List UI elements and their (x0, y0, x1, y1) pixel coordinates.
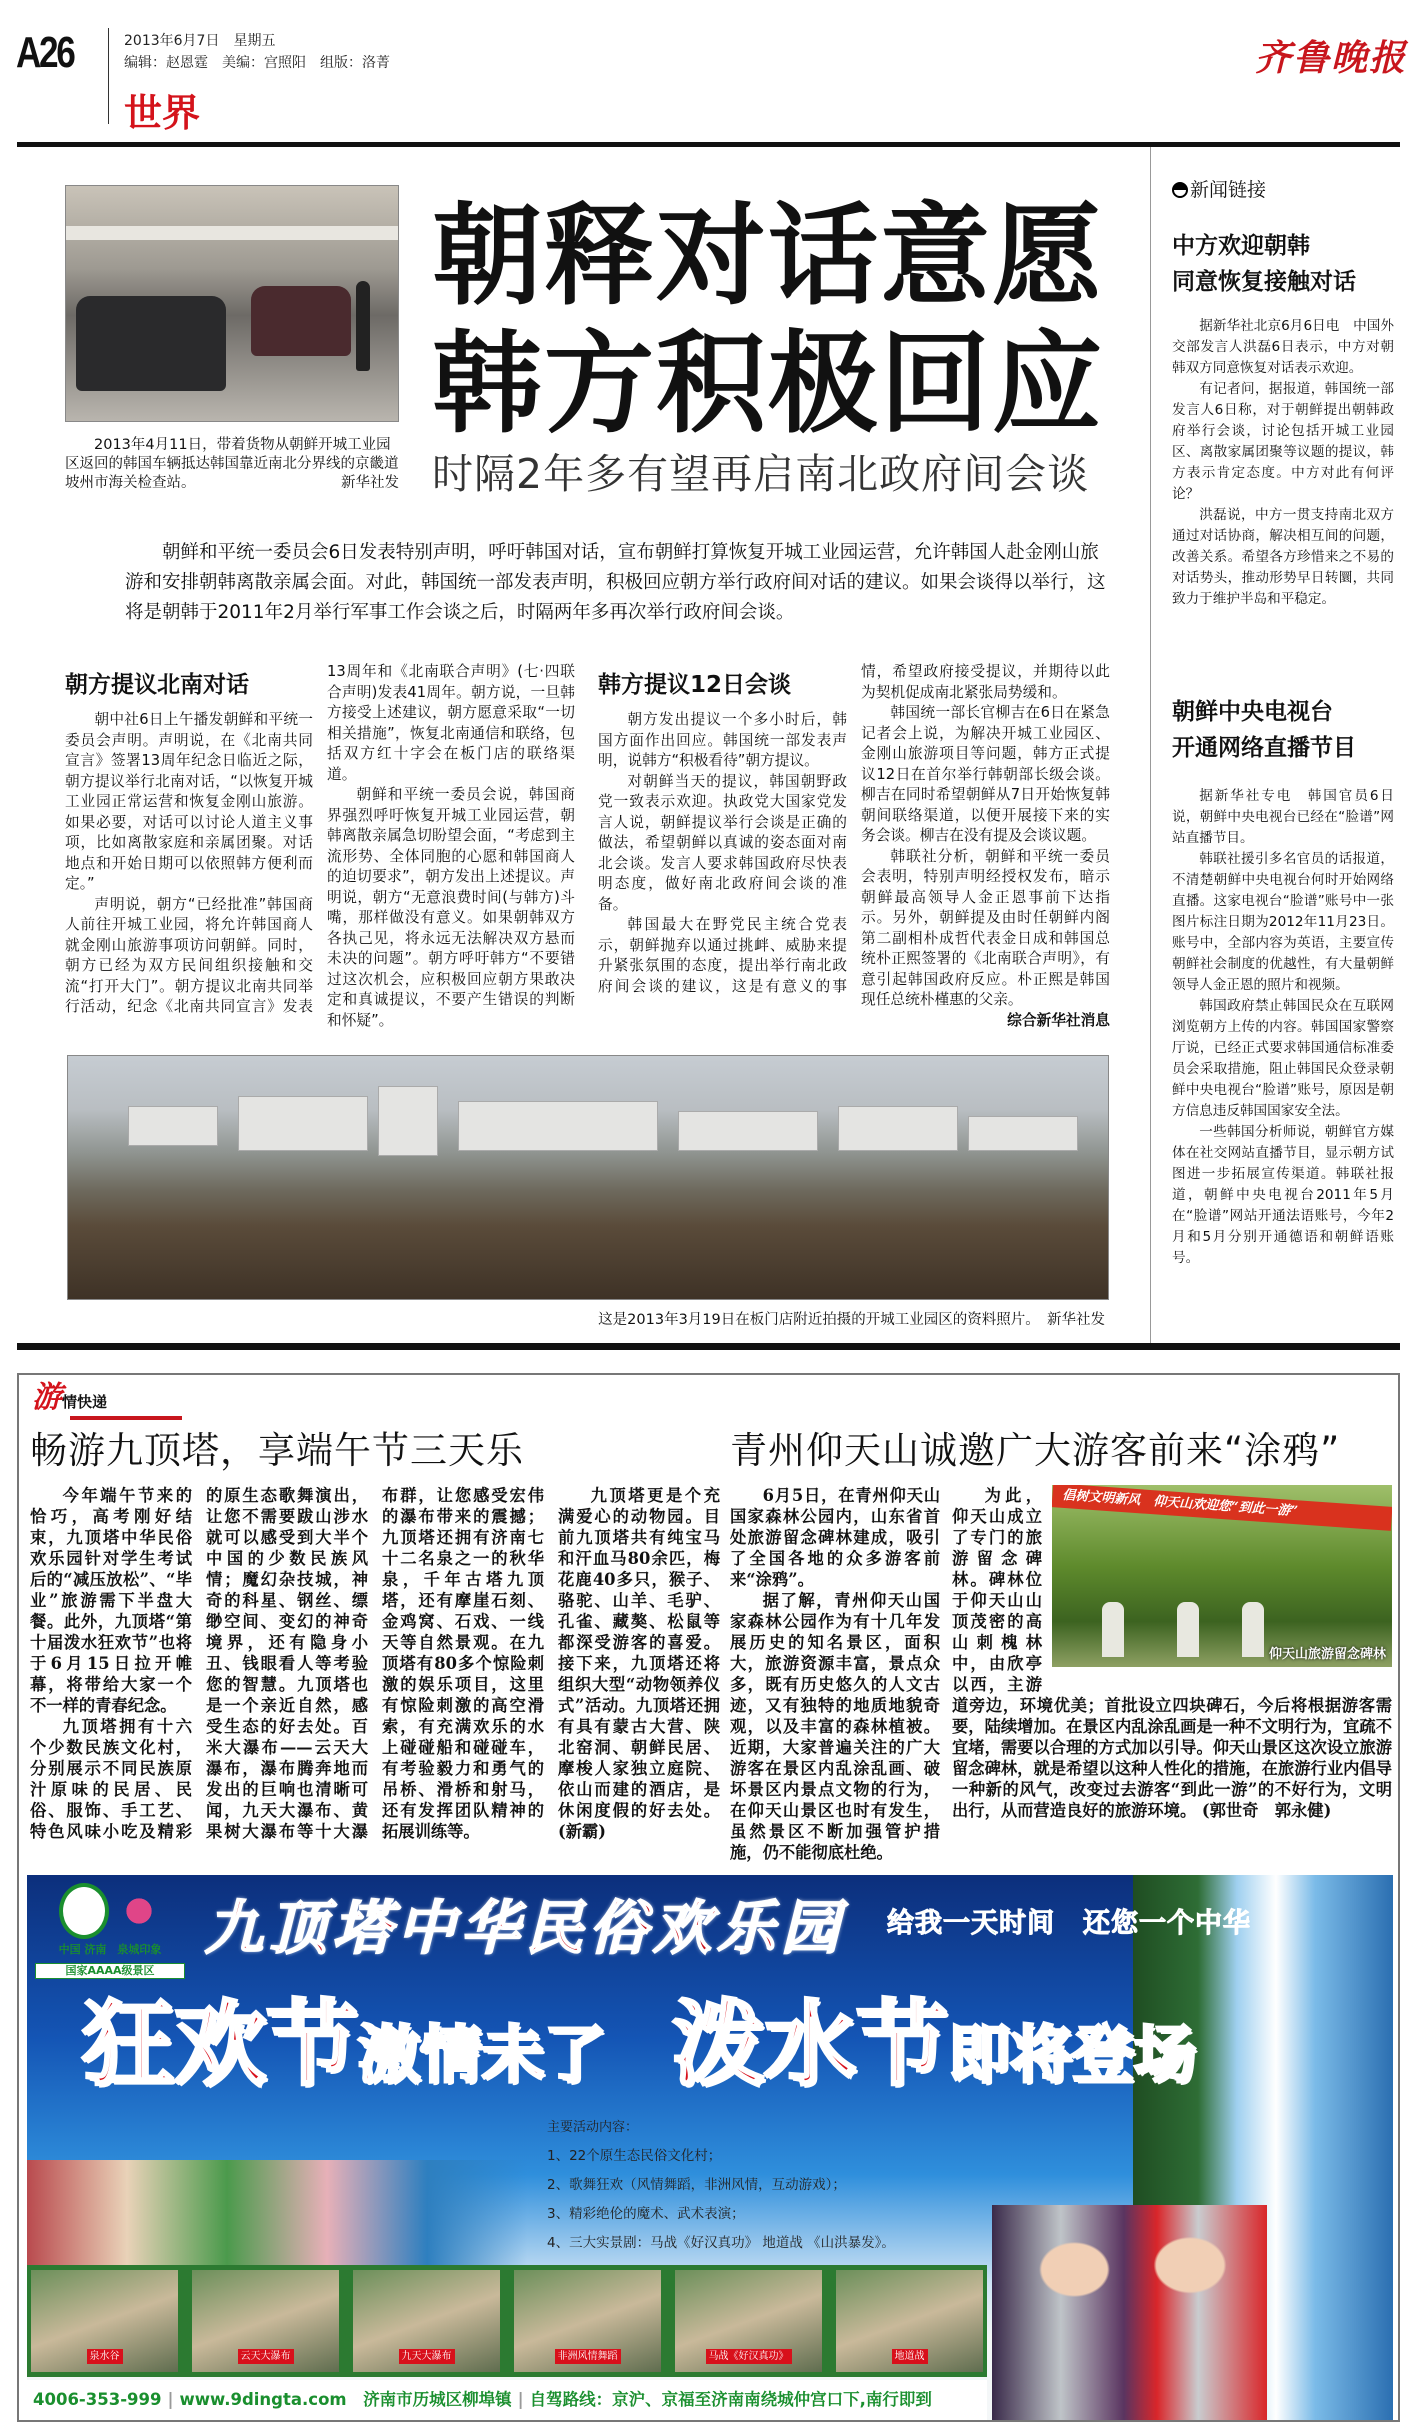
gallery-photo: 泉水谷 (31, 2270, 178, 2372)
website: www.9dingta.com (179, 2390, 347, 2409)
article-section-south-response (598, 662, 1110, 1031)
paragraph: 韩国统一部长官柳吉在6日在紧急记者会上说，为解决开城工业园区、金刚山旅游项目等问题，韩方正式提议12日在首尔举行韩朝部长级会谈。柳吉在同时希望朝鲜从7日开始恢复韩朝间联络渠道，以便开展接下来的实务会谈。柳吉在没有提及会谈议题。 (861, 704, 1110, 844)
photo-sign-text: 仰天山旅游留念碑林 (1268, 1647, 1386, 1662)
flower-logo-icon (117, 1883, 161, 1939)
travel-article-title: 畅游九顶塔，享端午节三天乐 (30, 1429, 524, 1472)
top-rule (17, 142, 1400, 147)
section-heading: 韩方提议12日会谈 (598, 672, 792, 698)
section-heading: 朝方提议北南对话 (65, 672, 249, 698)
ad-contact-bar: 4006-353-999 | www.9dingta.com 济南市历城区柳埠镇 | 自驾路线：京沪、京福至济南南绕城仲宫口下,南行即到 (27, 2380, 987, 2420)
ad-title: 九顶塔中华民俗欢乐园 (205, 1894, 846, 1962)
half-circle-icon (1172, 182, 1188, 198)
byline: (新霸) (558, 1822, 606, 1841)
minority-girls-photo (992, 2205, 1267, 2420)
photo-caption: 这是2013年3月19日在板门店附近拍摄的开城工业园区的资料照片。 新华社发 (598, 1312, 1105, 1328)
paragraph: 朝鲜和平统一委员会说，韩国商界强烈呼吁恢复开城工业园运营，朝韩离散亲属急切盼望会面，“考虑到主流形势、全体同胞的心愿和韩国商人的迫切要求”，朝方发出上述提议。声明说，朝方“无意浪费时间(与韩方)斗嘴，那样做没有意义。如果朝韩双方各执己见，将永远无法解决双方悬而未决的问题”。朝方呼吁韩方“不要错过这次机会，应积极回应朝方果敢决定和真诚提议，不要产生错误的判断和怀疑”。 (327, 786, 575, 1029)
travel-article-body: 6月5日，在青州仰天山国家森林公园内，山东省首处旅游留念碑林建成，吸引了全国各地的众多游客前来“涂鸦”。 据了解，青州仰天山国家森林公园作为有十几年发展历史的知名景区，面积大，旅游资源丰富，景点众多，既有历史悠久的人文古迹，又有独特的地质地貌奇观，以及丰富的森林植被。近期，大家普遍关注的广大游客在景区内乱涂乱画、破坏景区内景点文物的行为，在仰天山景区也时有发生，虽然景区不断加强管护措施，仍不能彻底杜绝。 (730, 1486, 940, 1862)
gallery-photo: 九天大瀑布 (353, 2270, 500, 2372)
sidebar-story-body: 据新华社专电 韩国官员6日说，朝鲜中央电视台已经在“脸谱”网站直播节目。 韩联社援引多名官员的话报道，不清楚朝鲜中央电视台何时开始网络直播。这家电视台“脸谱”账号中一张图片标注日期为2012年11月23日。账号中，全部内容为英语，主要宣传朝鲜社会制度的优越性，有大量朝鲜领导人金正恩的照片和视频。 韩国政府禁止韩国民众在互联网浏览朝方上传的内容。韩国国家警察厅说，已经正式要求韩国通信标准委员会采取措施，阻止韩国民众登录朝鲜中央电视台“脸谱”账号，原因是朝方信息违反韩国国家安全法。 一些韩国分析师说，朝鲜官方媒体在社交网站直播节目，显示朝方试图进一步拓展宣传渠道。韩联社报道，朝鲜中央电视台2011年5月在“脸谱”网站开通法语账号，今年2月和5月分别开通德语和朝鲜语账号。 (1172, 788, 1394, 1266)
address: 济南市历城区柳埠镇 (363, 2390, 512, 2409)
sidebar-story-body: 据新华社北京6月6日电 中国外交部发言人洪磊6日表示，中方对朝韩双方同意恢复对话表示欢迎。 有记者问，据报道，韩国统一部发言人6日称，对于朝鲜提出朝韩政府举行会谈，讨论包括开城工业园区、离散家属团聚等议题的提议，韩方表示肯定态度。中方对此有何评论？ 洪磊说，中方一贯支持南北双方通过对话协商，解决相互间的问题，改善关系。希望各方珍惜来之不易的对话势头，推动形势早日转圜，共同致力于维护半岛和平稳定。 (1172, 318, 1394, 607)
editors-credit: 编辑：赵恩霆 美编：宫照阳 组版：洛菁 (124, 55, 390, 71)
kaesong-industrial-park-photo (67, 1055, 1109, 1300)
issue-date: 2013年6月7日 星期五 (124, 33, 276, 49)
performers-photo (27, 2160, 527, 2270)
filmstrip-gallery (27, 2265, 987, 2377)
lead-paragraph: 朝鲜和平统一委员会6日发表特别声明，呼吁韩国对话，宣布朝鲜打算恢复开城工业园运营，允许韩国人赴金刚山旅游和安排朝韩离散亲属会面。对此，韩国统一部发表声明，积极回应朝方举行政府间对话的建议。如果会谈得以举行，这将是朝韩于2011年2月举行军事工作会谈之后，时隔两年多再次举行政府间会谈。 (125, 542, 1106, 623)
water-festival-headline: 泼水节即将登场 (672, 1991, 1197, 2098)
main-headline: 朝释对话意愿 韩方积极回应 (432, 191, 1104, 448)
stele-forest-photo (1052, 1485, 1392, 1667)
gallery-photo: 云天大瀑布 (192, 2270, 339, 2372)
paragraph: 韩国最大在野党民主统合党表示，朝鲜抛弃以通过挑衅、威胁来提升紧张氛围的态度，提出举行南北政府间会谈的建议，这是有意义的事情，希望政府接受提议，并期待以此为契机促成南北紧张局势缓和。 (598, 663, 1110, 995)
paragraph: 声明说，朝方“已经批准”韩国商人前往开城工业园，将允许韩国商人就金刚山旅游事项访问朝鲜。同时，朝方已经为双方民间组织接触和交流“打开大门”。朝方提议北南共同举行活动，纪念《北南共同宣言》发表13周年和《北南联合声明》(七·四联合声明)发表41周年。朝方说，一旦韩方接受上述建议，朝方愿意采取“一切相关措施”，恢复北南通信和联络，包括双方红十字会在板门店的联络渠道。 (65, 663, 575, 1015)
sidebar-heading: 中方欢迎朝韩 同意恢复接触对话 (1172, 233, 1356, 295)
tree-logo-icon (59, 1883, 109, 1939)
border-checkpoint-photo (65, 185, 399, 422)
section-title: 世界 (124, 91, 201, 135)
travel-article-body: 倡树文明新风 仰天山欢迎您“到此一游” 仰天山旅游留念碑林 为此，仰天山成立了专门的旅游留念碑林。碑林位于仰天山山顶茂密的高山刺槐林中，由欣亭以西，主游道旁边，环境优美；首批设立四块碑石，今后将根据游客需要，陆续增加。在景区内乱涂乱画是一种不文明行为，宜疏不宜堵，需要以合理的方式加以引导。仰天山景区这次设立旅游留念碑林，就是希望以这种人性化的措施，在旅游行业内倡导一种新的风气，改变过去游客“到此一游”的不好行为，文明出行，从而营造良好的旅游环境。 (郭世奇 郭永健) (952, 1485, 1392, 1821)
gallery-photo: 非洲风情舞蹈 (514, 2270, 661, 2372)
travel-article-title: 青州仰天山诚邀广大游客前来“涂鸦” (730, 1429, 1341, 1472)
driving-route: 自驾路线：京沪、京福至济南南绕城仲宫口下,南行即到 (529, 2390, 932, 2409)
paragraph: 朝中社6日上午播发朝鲜和平统一委员会声明。声明说，在《北南共同宣言》签署13周年纪念日临近之际，朝方提议举行北南对话，“以恢复开城工业园正常运营和恢复金刚山旅游。如果必要，对话可以讨论人道主义事项，比如离散家庭和亲属团聚。对话地点和开始日期可以依照韩方便利而定。” (65, 711, 313, 892)
gallery-photo: 地道战 (836, 2270, 983, 2372)
news-link-label: 新闻链接 (1172, 175, 1266, 202)
gallery-photo: 马战《好汉真功》 (675, 2270, 822, 2372)
paragraph: 韩联社分析，朝鲜和平统一委员会表明，特别声明经授权发布，暗示朝鲜最高领导人金正恩事前下达指示。另外，朝鲜提及由时任朝鲜内阁第二副相朴成哲代表金日成和韩国总统朴正熙签署的《北南联合声明》，有意引起韩国政府反应。朴正熙是韩国现任总统朴槿惠的父亲。 综合新华社消息 (861, 847, 1110, 1011)
photo-credit: 新华社发 (341, 475, 399, 491)
activities-list: 主要活动内容： 1、22个原生态民俗文化村； 2、歌舞狂欢（风情舞蹈，非洲风情，互动游戏）； 3、精彩绝伦的魔术、武术表演； 4、三大实景剧：马战《好汉真功》 地道战 《山洪暴发》。 (547, 2120, 895, 2251)
sidebar-heading: 朝鲜中央电视台 开通网络直播节目 (1172, 699, 1356, 761)
subheadline: 时隔2年多有望再启南北政府间会谈 (432, 450, 1090, 498)
sidebar-divider (1150, 147, 1151, 1343)
photo-caption: 2013年4月11日，带着货物从朝鲜开城工业园区返回的韩国车辆抵达韩国靠近南北分界线的京畿道坡州市海关检查站。 新华社发 (65, 437, 399, 491)
paragraph: 对朝鲜当天的提议，韩国朝野政党一致表示欢迎。执政党大国家党发言人说，朝鲜提议举行会谈是正确的做法，希望朝鲜以真诚的姿态面对南北会谈。发言人要求韩国政府尽快表明态度，做好南北政府间会谈的准备。 (598, 772, 847, 913)
photo-banner-text: 倡树文明新风 仰天山欢迎您“到此一游” (1052, 1485, 1392, 1531)
news-source: 综合新华社消息 (1007, 1011, 1110, 1029)
newspaper-logo: 齐鲁晚报 (1255, 37, 1408, 79)
travel-article-body: 今年端午节来的恰巧，高考刚好结束，九顶塔中华民俗欢乐园针对学生考试后的“减压放松”、“毕业”旅游需下半盘大餐。此外，九顶塔“第十届泼水狂欢节”也将于6月15日拉开帷幕，将带给大家一个不一样的青春纪念。 九顶塔拥有十六个少数民族文化村，分别展示不同民族原汁原味的民居、民俗、服饰、手工艺、特色风味小吃及精彩的原生态歌舞演出，让您不需要跋山涉水就可以感受到大半个中国的少数民族风情；魔幻杂技城，神奇的科星、钢丝、缥缈空间、变幻的神奇境界，还有隐身小丑、钱眼看人等考验您的智慧。九顶塔也是一个亲近自然，感受生态的好去处。百米大瀑布——云天大瀑布，瀑布腾奔地而发出的巨响也清晰可闻，九天大瀑布、黄果树大瀑布等十大瀑布群，让您感受宏伟的瀑布带来的震撼；九顶塔还拥有济南七十二名泉之一的秋华泉，千年古塔九顶塔，还有摩崖石刻、金鸡窝、石戏、一线天等自然景观。在九顶塔有80多个惊险刺激的娱乐项目，这里有惊险刺激的高空滑索，有充满欢乐的水上碰碰船和碰碰车，有考验毅力和勇气的吊桥、滑桥和射马，还有发挥团队精神的拓展训练等。 九顶塔更是个充满爱心的动物园。目前九顶塔共有纯宝马和汗血马80余匹，梅花鹿40多只，猴子、骆驼、山羊、毛驴、孔雀、藏獒、松鼠等都深受游客的喜爱。接下来，九顶塔还将组织大型“动物领养仪式”活动。九顶塔还拥有具有蒙古大营、陕北窑洞、朝鲜民居、摩梭人家独立庭院、依山而建的酒店，是休闲度假的好去处。 (新霸) (30, 1486, 720, 1841)
byline: (郭世奇 郭永健) (1201, 1801, 1332, 1820)
ad-slogan: 给我一天时间 还您一个中华 (887, 1908, 1251, 1939)
tag-underline (70, 1416, 182, 1420)
page-number: A26 (16, 28, 74, 77)
park-advertisement (27, 1875, 1393, 2420)
park-logo: 中国 济南 泉城印象 国家AAAA级景区 (35, 1883, 185, 1979)
bottom-rule (17, 1343, 1400, 1350)
carnival-headline: 狂欢节激情未了 (82, 1991, 607, 2098)
travel-section-tag: 游情快递 (32, 1380, 108, 1415)
article-section-north-proposal (65, 662, 575, 1031)
paragraph: 朝方发出提议一个多小时后，韩国方面作出回应。韩国统一部发表声明，说韩方“积极看待”朝方提议。 (598, 711, 847, 769)
phone-number: 4006-353-999 (33, 2390, 162, 2409)
header-divider (108, 28, 109, 124)
